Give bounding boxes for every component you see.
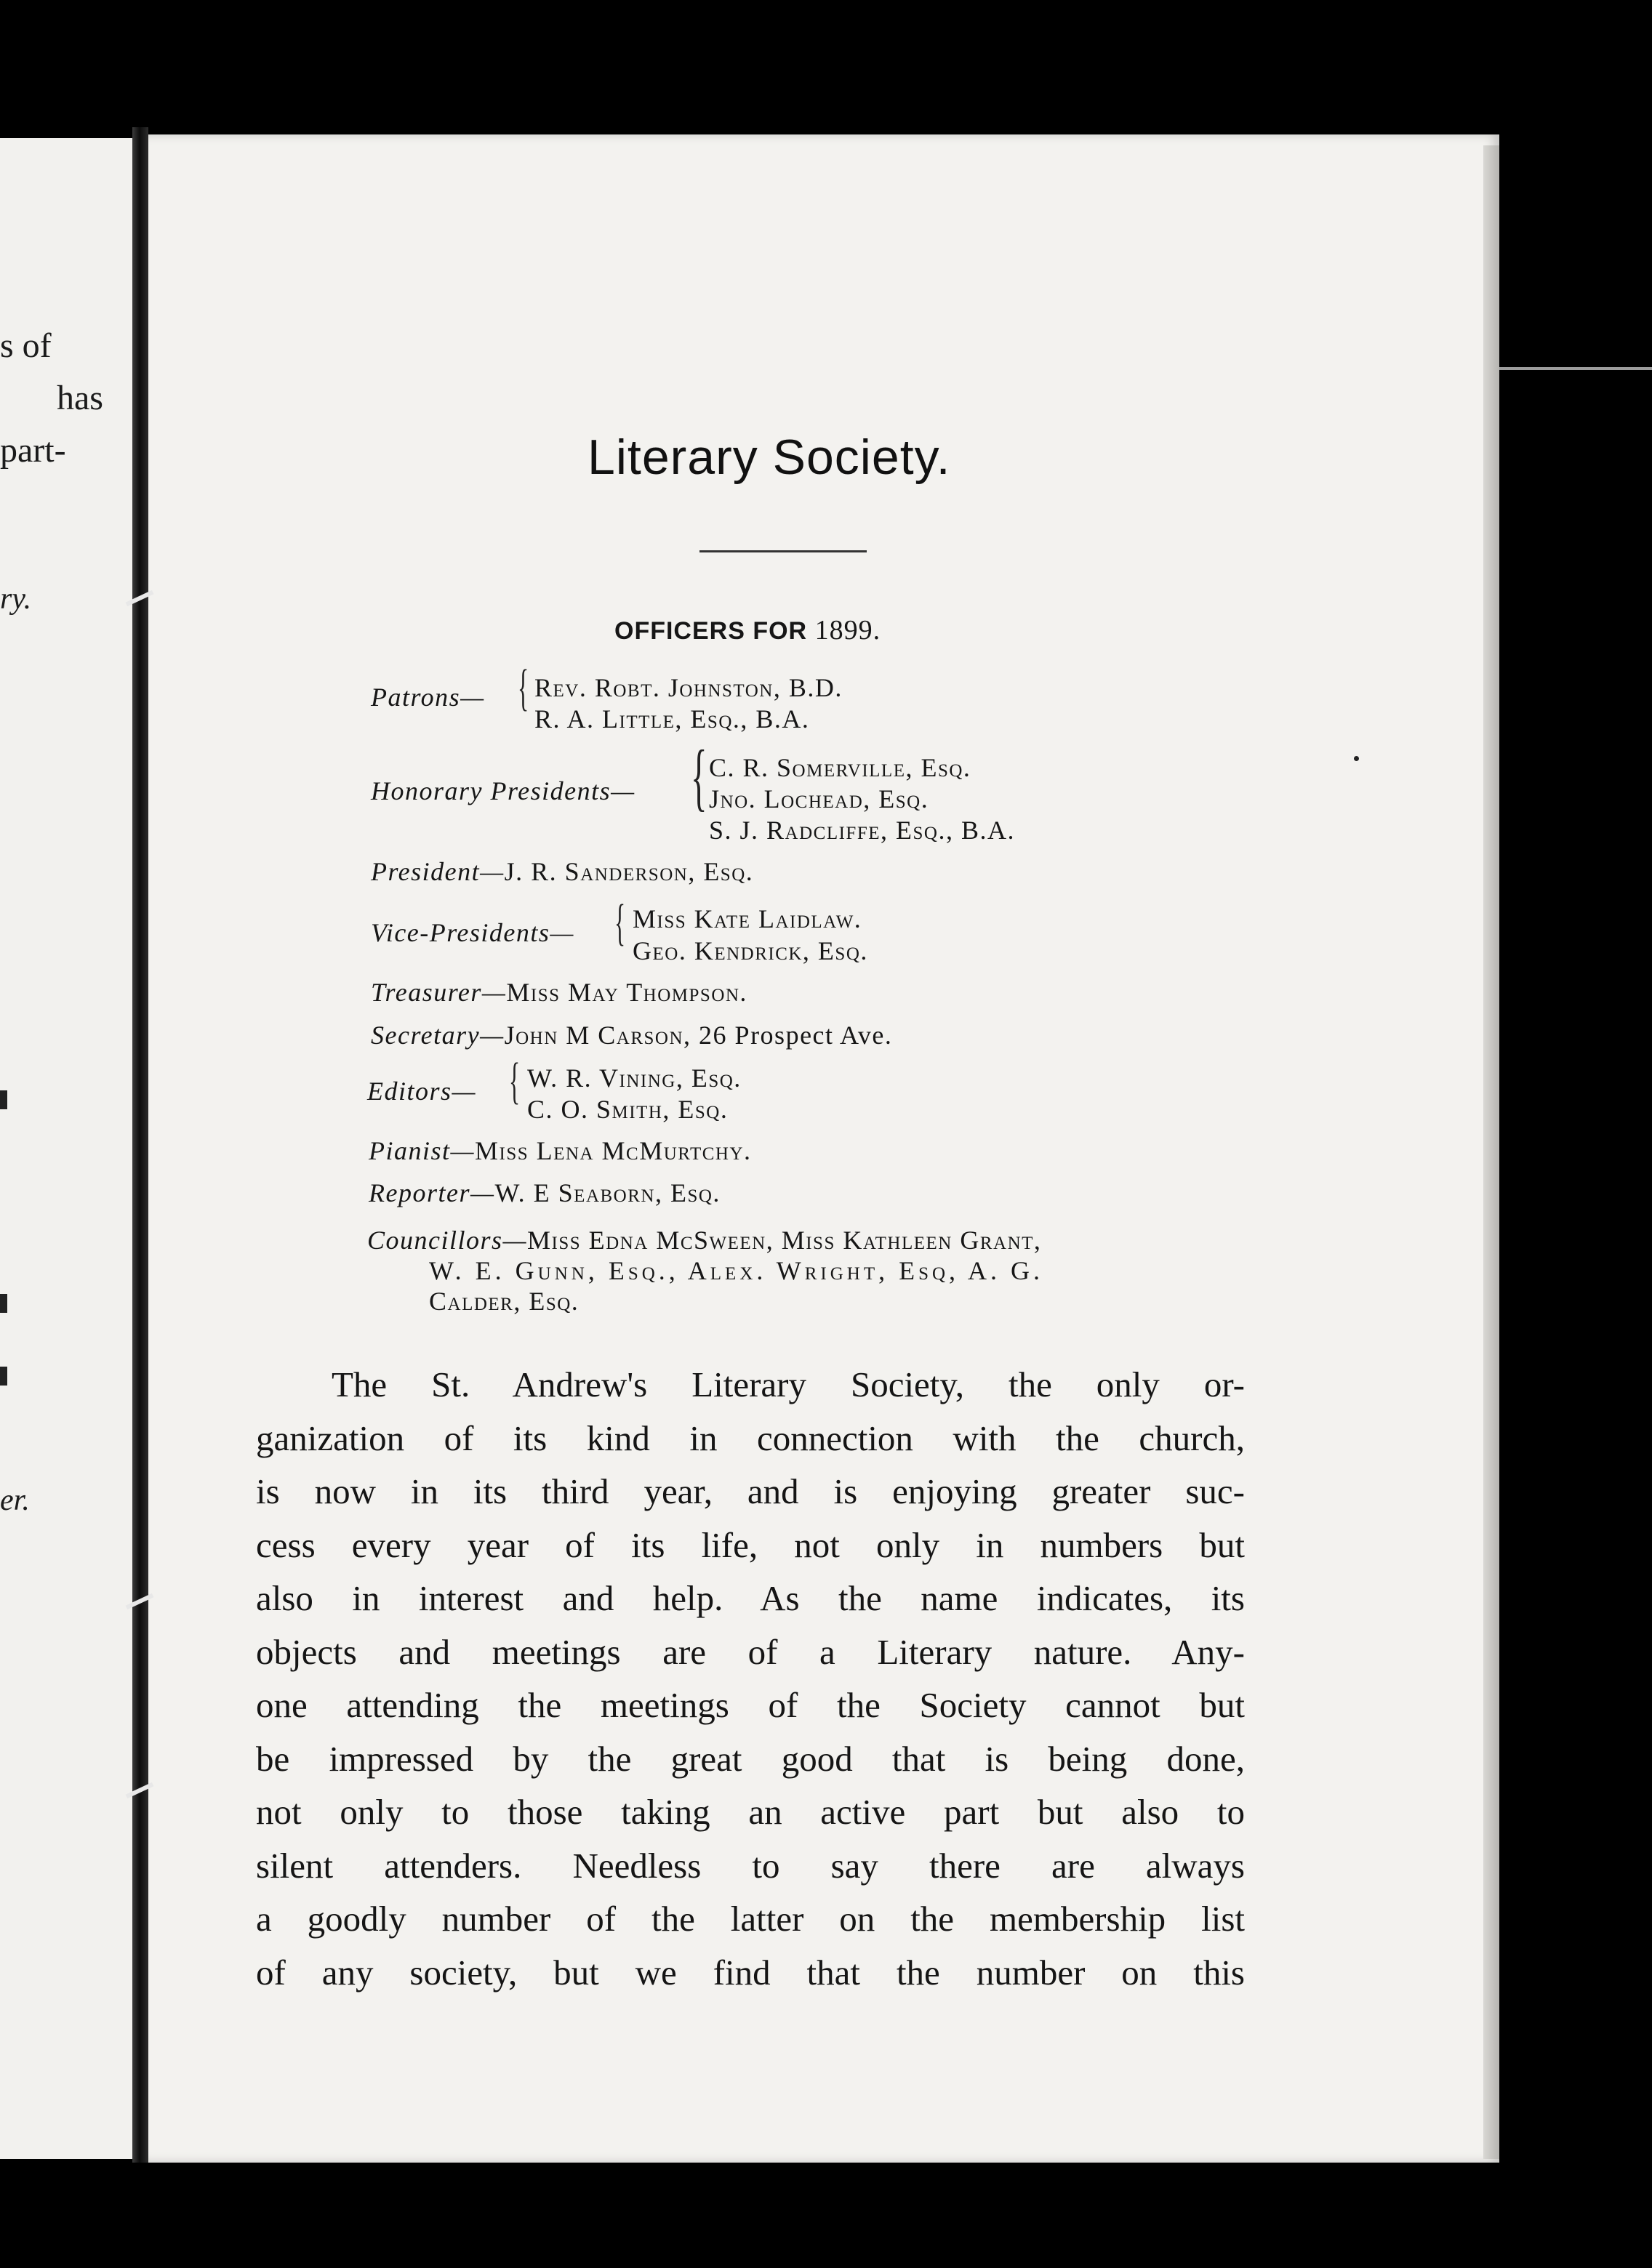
left-page-fragment: s of: [0, 326, 52, 365]
body-line: also in interest and help. As the name indicates, its: [256, 1578, 1245, 1618]
patrons-brace: {: [518, 660, 529, 716]
vice-president-name: Geo. Kendrick, Esq.: [633, 936, 868, 965]
vice-presidents-brace: {: [614, 895, 626, 951]
editor-name: W. R. Vining, Esq.: [527, 1063, 742, 1093]
body-line: is now in its third year, and is enjoying greater suc-: [256, 1471, 1245, 1511]
body-line: a goodly number of the latter on the membership list: [256, 1899, 1245, 1939]
body-paragraph: [256, 1358, 1245, 1999]
president-entry: [371, 856, 753, 887]
editors-label: Editors—: [367, 1077, 477, 1106]
page-edge: [1483, 145, 1499, 2159]
body-line: objects and meetings are of a Literary nature. Any-: [256, 1631, 1245, 1672]
patron-name: R. A. Little, Esq., B.A.: [534, 704, 810, 733]
honorary-presidents-brace: {: [691, 735, 707, 819]
vice-president-name: Miss Kate Laidlaw.: [633, 904, 862, 933]
councillors-label: Councillors—: [367, 1226, 528, 1255]
officers-heading: [614, 614, 881, 646]
editor-name: C. O. Smith, Esq.: [527, 1095, 729, 1124]
secretary-address: 26 Prospect Ave.: [699, 1021, 893, 1050]
editors-brace: {: [509, 1053, 521, 1109]
councillors-entry: [367, 1225, 1041, 1255]
left-page-fragment: has: [57, 379, 103, 417]
councillors-line: Calder, Esq.: [429, 1287, 580, 1316]
honorary-president-name: S. J. Radcliffe, Esq., B.A.: [709, 816, 1015, 845]
patron-name: Rev. Robt. Johnston, B.D.: [534, 673, 843, 702]
left-page-fragment: ry.: [0, 582, 32, 616]
left-page-fragment: part-: [0, 431, 66, 470]
vice-presidents-label: Vice-Presidents—: [371, 918, 574, 947]
pianist-entry: [369, 1135, 752, 1166]
edge-line: [1499, 367, 1652, 370]
body-line: silent attenders. Needless to say there are always: [256, 1845, 1245, 1886]
secretary-label: Secretary—: [371, 1021, 505, 1050]
body-line: one attending the meetings of the Society cannot but: [256, 1685, 1245, 1725]
ink-speck: [1354, 756, 1359, 761]
left-facing-page: [0, 138, 142, 2159]
officers-heading-label: OFFICERS FOR: [614, 617, 808, 645]
patrons-label: Patrons—: [371, 683, 485, 712]
left-page-mark: [0, 1294, 7, 1313]
left-page-mark: [0, 1090, 7, 1109]
body-line: cess every year of its life, not only in numbers but: [256, 1524, 1245, 1565]
reporter-entry: [369, 1178, 721, 1208]
pianist-name: Miss Lena McMurtchy.: [475, 1136, 752, 1165]
treasurer-name: Miss May Thompson.: [506, 978, 747, 1007]
honorary-president-name: Jno. Lochead, Esq.: [709, 784, 929, 813]
body-line: not only to those taking an active part but also to: [256, 1792, 1245, 1832]
honorary-president-name: C. R. Somerville, Esq.: [709, 753, 971, 782]
page-title: Literary Society.: [588, 430, 951, 485]
book-spine: [132, 127, 148, 2163]
left-page-mark: [0, 1367, 7, 1386]
councillors-line: Miss Edna McSween, Miss Kathleen Grant,: [527, 1226, 1042, 1255]
body-line: of any society, but we find that the number on this: [256, 1952, 1245, 1992]
secretary-entry: [371, 1020, 892, 1050]
pianist-label: Pianist—: [369, 1136, 476, 1165]
councillors-line: W. E. Gunn, Esq., Alex. Wright, Esq, A. G.: [429, 1256, 1044, 1285]
officers-heading-year: 1899.: [814, 615, 881, 646]
secretary-name: John M Carson,: [504, 1021, 691, 1050]
reporter-label: Reporter—: [369, 1178, 495, 1207]
honorary-presidents-label: Honorary Presidents—: [371, 776, 635, 805]
president-label: President—: [371, 857, 505, 886]
body-line: The St. Andrew's Literary Society, the only or-: [332, 1364, 1245, 1404]
body-line: ganization of its kind in connection with the church,: [256, 1418, 1245, 1458]
reporter-name: W. E Seaborn, Esq.: [494, 1178, 721, 1207]
title-rule: [699, 550, 867, 552]
body-line: be impressed by the great good that is being done,: [256, 1738, 1245, 1779]
president-name: J. R. Sanderson, Esq.: [504, 857, 754, 886]
left-page-fragment: er.: [0, 1484, 30, 1517]
treasurer-entry: [371, 977, 747, 1008]
treasurer-label: Treasurer—: [371, 978, 507, 1007]
